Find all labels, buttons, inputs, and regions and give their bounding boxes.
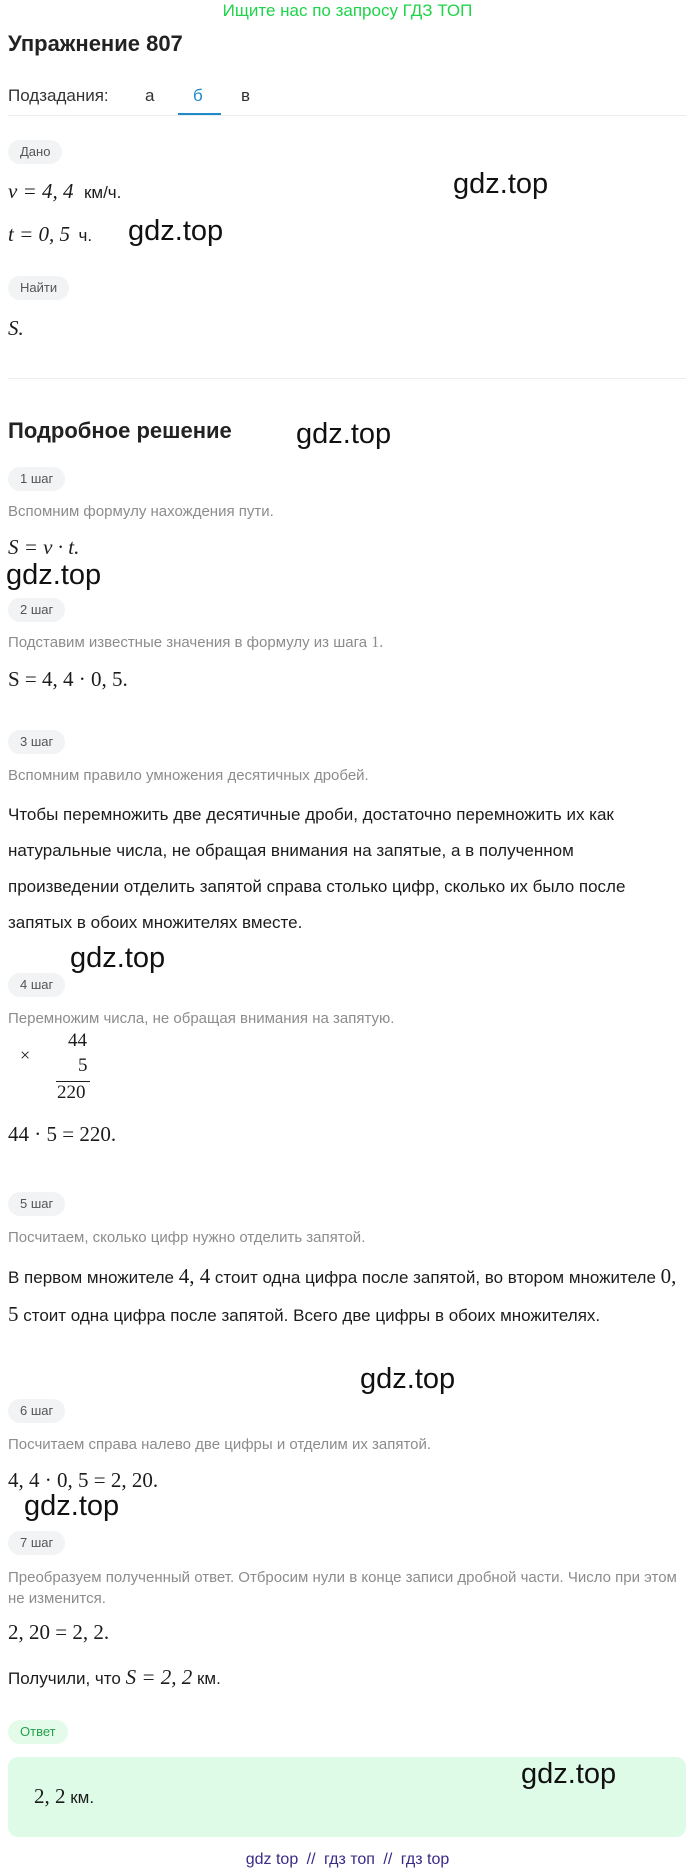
speed-unit: км/ч.	[83, 183, 122, 202]
footer-link-gdz-top-mixed[interactable]: гдз top	[400, 1851, 450, 1868]
step-5-text	[8, 1258, 688, 1334]
time-unit: ч.	[78, 226, 93, 245]
divider	[8, 378, 686, 379]
step-2-badge: 2 шаг	[8, 598, 65, 622]
step-5-number-a: 4, 4	[178, 1264, 211, 1288]
watermark: gdz.top	[70, 942, 166, 974]
step-2-formula: S = 4, 4 · 0, 5.	[8, 667, 128, 691]
watermark: gdz.top	[24, 1490, 120, 1522]
step-7-formula: 2, 20 = 2, 2.	[8, 1620, 110, 1644]
multiply-bottom: 5	[78, 1055, 88, 1076]
footer-link-gdz-top[interactable]: gdz top	[245, 1851, 299, 1868]
multiply-top: 44	[68, 1030, 87, 1051]
speed-formula: v = 4, 4	[8, 179, 74, 203]
footer-separator: //	[383, 1851, 393, 1868]
step-2-hint	[8, 634, 383, 652]
conclusion	[8, 1665, 221, 1690]
footer-links	[0, 1851, 695, 1869]
answer-value: 2, 2	[34, 1784, 66, 1808]
step-7-hint: Преобразуем полученный ответ. Отбросим нули в конце записи дробной части. Число при этом не изменится.	[8, 1569, 677, 1607]
step-5-text-b: стоит одна цифра после запятой, во втором множителе	[210, 1268, 661, 1287]
watermark: gdz.top	[360, 1363, 456, 1395]
answer-badge: Ответ	[8, 1720, 68, 1744]
conclusion-formula: S = 2, 2	[125, 1665, 193, 1689]
tab-a[interactable]: а	[145, 86, 155, 105]
given-badge: Дано	[8, 140, 62, 164]
step-6-badge: 6 шаг	[8, 1399, 65, 1423]
watermark: gdz.top	[6, 559, 102, 591]
page-title: Упражнение 807	[8, 31, 183, 56]
answer-content	[34, 1784, 94, 1809]
tab-b[interactable]: б	[193, 86, 203, 105]
step-4-hint: Перемножим числа, не обращая внимания на запятую.	[8, 1010, 395, 1027]
step-5-number-b: 0, 5	[8, 1264, 677, 1326]
footer-link-gdz-top-ru[interactable]: гдз топ	[324, 1851, 375, 1868]
step-3-hint: Вспомним правило умножения десятичных дробей.	[8, 767, 369, 784]
footer-separator: //	[306, 1851, 316, 1868]
step-2-hint-number: 1.	[371, 634, 384, 651]
step-5-text-c: стоит одна цифра после запятой. Всего две цифры в обоих множителях.	[18, 1306, 601, 1325]
solution-title: Подробное решение	[8, 418, 232, 443]
watermark: gdz.top	[128, 215, 224, 247]
conclusion-unit: км.	[192, 1669, 221, 1688]
step-2-hint-text: Подставим известные значения в формулу из шага	[8, 634, 372, 651]
divider	[8, 115, 686, 116]
step-1-badge: 1 шаг	[8, 467, 65, 491]
step-6-formula: 4, 4 · 0, 5 = 2, 20.	[8, 1468, 159, 1492]
watermark: gdz.top	[296, 418, 392, 450]
tab-v[interactable]: в	[241, 86, 251, 105]
watermark: gdz.top	[453, 168, 549, 200]
step-4-formula: 44 · 5 = 220.	[8, 1122, 117, 1146]
watermark: gdz.top	[521, 1758, 617, 1790]
subtasks-label: Подзадания:	[8, 86, 109, 105]
step-3-rule-text: Чтобы перемножить две десятичные дроби, достаточно перемножить их как натуральные числа, не обращая внимания на запятые, а в полученном произведении отделить запятой справа столько цифр, сколько их было после запятых в обоих множителях вместе.	[8, 805, 626, 932]
time-formula: t = 0, 5	[8, 222, 71, 246]
step-5-text-a: В первом множителе	[8, 1268, 179, 1287]
step-1-hint: Вспомним формулу нахождения пути.	[8, 503, 274, 520]
given-time	[8, 222, 92, 247]
multiply-sign: ×	[20, 1045, 31, 1065]
step-1-formula: S = v · t.	[8, 535, 80, 559]
step-5-badge: 5 шаг	[8, 1192, 65, 1216]
step-6-hint: Посчитаем справа налево две цифры и отделим их запятой.	[8, 1436, 432, 1453]
step-3-badge: 3 шаг	[8, 730, 65, 754]
given-speed	[8, 179, 121, 204]
step-4-badge: 4 шаг	[8, 973, 65, 997]
step-5-hint: Посчитаем, сколько цифр нужно отделить запятой.	[8, 1229, 366, 1246]
step-7-badge: 7 шаг	[8, 1531, 65, 1555]
find-value: S.	[8, 316, 24, 340]
search-banner: Ищите нас по запросу ГДЗ ТОП	[222, 1, 473, 20]
answer-unit: км.	[65, 1788, 95, 1807]
multiply-result: 220	[57, 1082, 86, 1103]
conclusion-text: Получили, что	[8, 1669, 126, 1688]
find-badge: Найти	[8, 276, 69, 300]
